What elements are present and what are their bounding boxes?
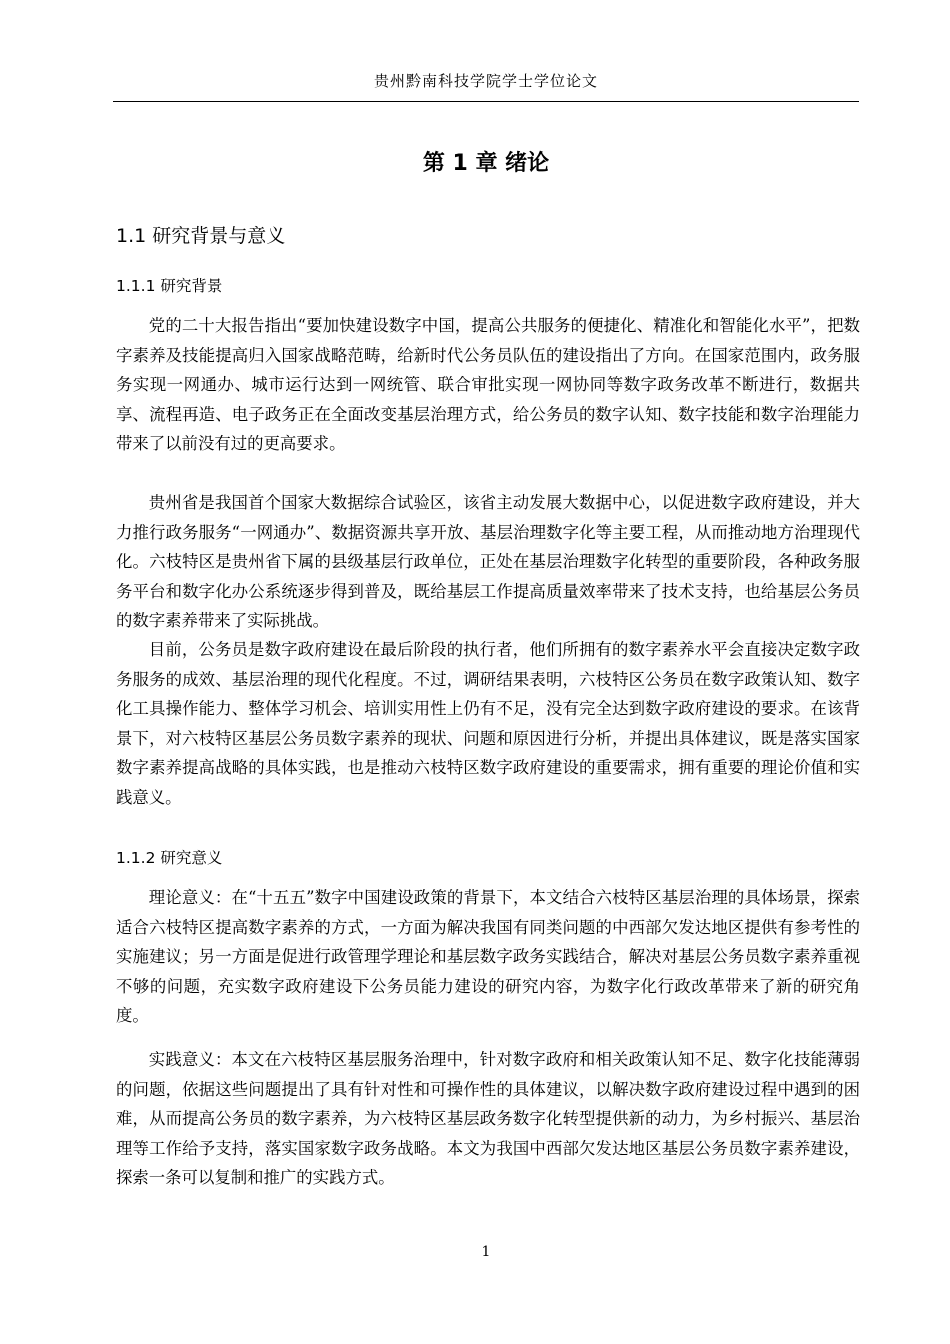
- paragraph-significance-theory: 理论意义：在“十五五”数字中国建设政策的背景下，本文结合六枝特区基层治理的具体场景，探索适合六枝特区提高数字素养的方式，一方面为解决我国有同类问题的中西部欠发达地区提供有参考性的实施建议；另一方面是促进行政管理学理论和基层数字政务实践结合，解决对基层公务员数字素养重视不够的问题，充实数字政府建设下公务员能力建设的研究内容，为数字化行政改革带来了新的研究角度。: [116, 888, 860, 1025]
- running-header: 贵州黔南科技学院学士学位论文: [373, 72, 598, 90]
- paragraph-significance-practice: 实践意义：本文在六枝特区基层服务治理中，针对数字政府和相关政策认知不足、数字化技能薄弱的问题，依据这些问题提出了具有针对性和可操作性的具体建议，以解决数字政府建设过程中遇到的困难，从而提高公务员的数字素养，为六枝特区基层政务数字化转型提供新的动力，为乡村振兴、基层治理等工作给予支持，落实国家数字政务战略。本文为我国中西部欠发达地区基层公务员数字素养建设，探索一条可以复制和推广的实践方式。: [116, 1050, 860, 1187]
- header-rule: [113, 101, 859, 102]
- paragraph-background-3: 目前，公务员是数字政府建设在最后阶段的执行者，他们所拥有的数字素养水平会直接决定数字政务服务的成效、基层治理的现代化程度。不过，调研结果表明，六枝特区公务员在数字政策认知、数字化工具操作能力、整体学习机会、培训实用性上仍有不足，没有完全达到数字政府建设的要求。在该背景下，对六枝特区基层公务员数字素养的现状、问题和原因进行分析，并提出具体建议，既是落实国家数字素养提高战略的具体实践，也是推动六枝特区数字政府建设的重要需求，拥有重要的理论价值和实践意义。: [116, 640, 860, 807]
- paragraph-background-1: 党的二十大报告指出“要加快建设数字中国，提高公共服务的便捷化、精准化和智能化水平”，把数字素养及技能提高归入国家战略范畴，给新时代公务员队伍的建设指出了方向。在国家范围内，政务服务实现一网通办、城市运行达到一网统管、联合审批实现一网协同等数字政务改革不断进行，数据共享、流程再造、电子政务正在全面改变基层治理方式，给公务员的数字认知、数字技能和数字治理能力带来了以前没有过的更高要求。: [116, 316, 860, 453]
- page-number: 1: [481, 1244, 491, 1260]
- section-heading-1-1: 1.1 研究背景与意义: [116, 225, 286, 247]
- section-heading-1-1-1: 1.1.1 研究背景: [116, 277, 223, 295]
- chapter-title: 第 1 章 绪论: [422, 151, 550, 176]
- section-heading-1-1-2: 1.1.2 研究意义: [116, 849, 223, 867]
- paragraph-background-2: 贵州省是我国首个国家大数据综合试验区，该省主动发展大数据中心，以促进数字政府建设，并大力推行政务服务“一网通办”、数据资源共享开放、基层治理数字化等主要工程，从而推动地方治理现代化。六枝特区是贵州省下属的县级基层行政单位，正处在基层治理数字化转型的重要阶段，各种政务服务平台和数字化办公系统逐步得到普及，既给基层工作提高质量效率带来了技术支持，也给基层公务员的数字素养带来了实际挑战。: [116, 493, 860, 630]
